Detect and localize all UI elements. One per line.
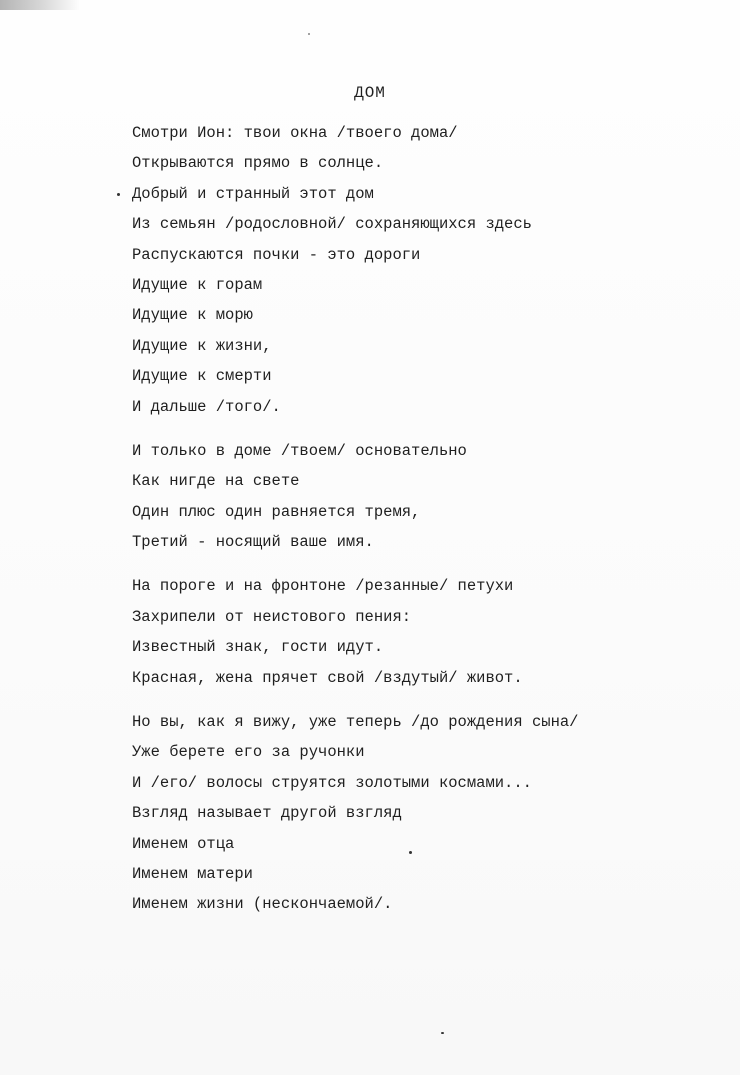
poem-line: Уже берете его за ручонки <box>132 743 365 762</box>
poem-line: И дальше /того/. <box>132 397 281 416</box>
poem-line: Идущие к смерти <box>132 367 272 386</box>
poem-line: Распускаются почки - это дороги <box>132 245 421 264</box>
poem-line: Но вы, как я вижу, уже теперь /до рождения сына/ <box>132 713 579 732</box>
scan-edge-shadow <box>0 0 80 10</box>
stanza-1 <box>132 118 692 422</box>
poem-line: Известный знак, гости идут. <box>132 638 384 657</box>
poem-line: Идущие к жизни, <box>132 336 272 355</box>
scan-speck <box>409 851 412 854</box>
poem-line: Именем жизни (нескончаемой/. <box>132 895 393 914</box>
poem-line: Один плюс один равняется тремя, <box>132 502 421 521</box>
stanza-4 <box>132 707 692 920</box>
scan-speck <box>308 33 310 35</box>
scan-speck <box>117 193 120 196</box>
poem-line: Смотри Ион: твои окна /твоего дома/ <box>132 124 458 142</box>
poem-line: Как нигде на свете <box>132 472 300 491</box>
poem-line: Красная, жена прячет свой /вздутый/ живот. <box>132 668 523 687</box>
stanza-gap <box>132 422 692 436</box>
poem-line: Именем матери <box>132 864 253 883</box>
poem-line: Открываются прямо в солнце. <box>132 154 384 173</box>
poem-line: Захрипели от неистового пения: <box>132 607 412 626</box>
poem-line: Идущие к горам <box>132 275 263 294</box>
stanza-gap <box>132 557 692 571</box>
stanza-2 <box>132 436 692 558</box>
stanza-gap <box>132 693 692 707</box>
poem-line: Третий - носящий ваше имя. <box>132 533 374 552</box>
stanza-3 <box>132 571 692 693</box>
poem-line: Именем отца <box>132 834 235 853</box>
poem-line: И только в доме /твоем/ основательно <box>132 441 467 460</box>
poem-title: ДОМ <box>354 84 386 102</box>
poem-body <box>132 118 692 920</box>
poem-line: Взгляд называет другой взгляд <box>132 804 402 823</box>
poem-line: Из семьян /родословной/ сохраняющихся здесь <box>132 215 532 234</box>
scan-speck <box>441 1032 444 1034</box>
poem-line: Идущие к морю <box>132 306 253 325</box>
poem-line: И /его/ волосы струятся золотыми космами... <box>132 773 532 792</box>
poem-line: На пороге и на фронтоне /резанные/ петухи <box>132 577 514 596</box>
poem-line: Добрый и странный этот дом <box>132 184 374 203</box>
